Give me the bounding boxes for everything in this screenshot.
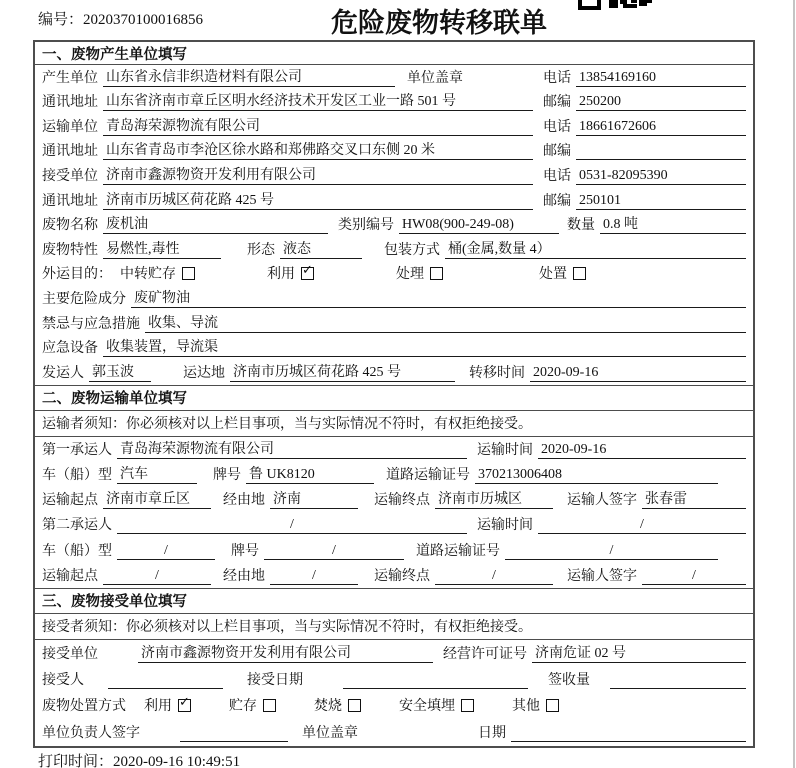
phone1-label: 电话 xyxy=(543,70,571,86)
acceptor-label: 接受人 xyxy=(42,673,84,689)
section-transport xyxy=(35,385,753,588)
permit-label: 经营许可证号 xyxy=(443,647,527,663)
receive-unit-label: 接受单位 xyxy=(42,647,98,663)
row-shipper xyxy=(35,360,753,385)
disposal-option-incinerate xyxy=(314,695,361,715)
equipment-label: 应急设备 xyxy=(42,341,98,357)
purpose-label: 外运目的： xyxy=(42,267,112,283)
date-value xyxy=(511,727,746,742)
zip2-value xyxy=(576,145,746,160)
row-taboo-measures xyxy=(35,311,753,336)
end2-value: / xyxy=(435,568,553,585)
row-producer xyxy=(35,65,753,90)
producer-label: 产生单位 xyxy=(42,70,98,86)
row-emergency-equipment xyxy=(35,336,753,361)
row-route-1 xyxy=(35,487,753,512)
shipper-label: 发运人 xyxy=(42,365,84,381)
carrier2-label: 第二承运人 xyxy=(42,518,112,534)
vehicle1-value: 汽车 xyxy=(117,463,197,484)
license2-label: 道路运输证号 xyxy=(416,543,500,559)
checkbox-disposal-landfill xyxy=(461,699,474,712)
receive-unit-value: 济南市鑫源物资开发利用有限公司 xyxy=(138,642,433,663)
row-receive-unit xyxy=(35,640,753,666)
form-value: 液态 xyxy=(280,238,362,259)
via2-label: 经由地 xyxy=(223,568,265,584)
row-waste-name xyxy=(35,213,753,238)
address3-label: 通讯地址 xyxy=(42,193,98,209)
sign1-label: 运输人签字 xyxy=(567,493,637,509)
zip3-label: 邮编 xyxy=(543,193,571,209)
via2-value: / xyxy=(270,568,358,585)
head-sign-value xyxy=(180,727,288,742)
section-2-heading: 二、废物运输单位填写 xyxy=(35,386,753,411)
print-time-label: 打印时间： xyxy=(38,754,114,768)
time1-value: 2020-09-16 xyxy=(538,442,746,459)
purpose-option-dispose xyxy=(539,263,586,283)
disposal-option-landfill xyxy=(399,695,474,715)
category-value: HW08(900-249-08) xyxy=(399,217,559,234)
row-transporter xyxy=(35,114,753,139)
section-3-heading: 三、废物接受单位填写 xyxy=(35,589,753,614)
end2-label: 运输终点 xyxy=(374,568,430,584)
section-receive xyxy=(35,588,753,745)
date-label: 日期 xyxy=(478,725,506,741)
checkbox-disposal-other xyxy=(546,699,559,712)
carrier1-value: 青岛海荣源物流有限公司 xyxy=(117,438,467,459)
origin1-value: 济南市章丘区 xyxy=(103,488,211,509)
shipper-value: 郭玉波 xyxy=(89,361,151,382)
sign1-value: 张春雷 xyxy=(642,488,746,509)
equipment-value: 收集装置，导流渠 xyxy=(103,336,746,357)
origin1-label: 运输起点 xyxy=(42,493,98,509)
origin2-label: 运输起点 xyxy=(42,568,98,584)
doc-number-value: 2020370100016856 xyxy=(83,12,204,28)
row-transporter-address xyxy=(35,139,753,164)
purpose-option-label: 利用 xyxy=(267,267,295,283)
transport-notice: 运输者须知：你必须核对以上栏目事项，当与实际情况不符时，有权拒绝接受。 xyxy=(35,411,753,437)
row-hazard-component xyxy=(35,286,753,311)
disposal-option-label: 贮存 xyxy=(229,699,257,715)
row-vehicle-1 xyxy=(35,462,753,487)
transfer-date-label: 转移时间 xyxy=(469,365,525,381)
via1-value: 济南 xyxy=(270,488,358,509)
transporter-label: 运输单位 xyxy=(42,119,98,135)
disposal-label: 废物处置方式 xyxy=(42,699,126,715)
permit-value: 济南危证 02 号 xyxy=(532,642,746,663)
phone3-label: 电话 xyxy=(543,168,571,184)
vehicle1-label: 车（船）型 xyxy=(42,468,112,484)
packaging-label: 包装方式 xyxy=(384,242,440,258)
print-time-value: 2020-09-16 10:49:51 xyxy=(113,754,241,768)
row-second-carrier xyxy=(35,512,753,537)
receiver-value: 济南市鑫源物资开发利用有限公司 xyxy=(103,164,533,185)
checkbox-transfer-storage xyxy=(182,267,195,280)
category-label: 类别编号 xyxy=(338,218,394,234)
taboo-value: 收集、导流 xyxy=(145,312,746,333)
waste-name-label: 废物名称 xyxy=(42,218,98,234)
quantity-label: 数量 xyxy=(567,218,595,234)
address1-label: 通讯地址 xyxy=(42,95,98,111)
purpose-option-label: 中转贮存 xyxy=(120,267,176,283)
waste-name-value: 废机油 xyxy=(103,213,328,234)
destination-label: 运达地 xyxy=(183,365,225,381)
hazard-value: 废矿物油 xyxy=(131,287,746,308)
phone2-value: 18661672606 xyxy=(576,119,746,136)
scan-edge-artifact xyxy=(793,0,795,768)
checkbox-utilize xyxy=(301,267,314,280)
purpose-option-treat xyxy=(396,263,443,283)
destination-value: 济南市历城区荷花路 425 号 xyxy=(230,361,455,382)
packaging-value: 桶(金属,数量 4） xyxy=(445,238,746,259)
row-acceptor xyxy=(35,666,753,692)
row-waste-property xyxy=(35,237,753,262)
row-head-signature xyxy=(35,718,753,744)
quantity-value: 0.8 吨 xyxy=(600,213,746,234)
receiver-label: 接受单位 xyxy=(42,168,98,184)
license1-value: 370213006408 xyxy=(475,467,718,484)
vehicle2-label: 车（船）型 xyxy=(42,543,112,559)
receive-notice: 接受者须知：你必须核对以上栏目事项，当与实际情况不符时，有权拒绝接受。 xyxy=(35,614,753,640)
form-table xyxy=(33,40,755,748)
time2-value: / xyxy=(538,517,746,534)
qr-code-fragment xyxy=(578,0,652,10)
plate2-value: / xyxy=(264,543,404,560)
vehicle2-value: / xyxy=(117,543,215,560)
row-producer-address xyxy=(35,90,753,115)
received-qty-value xyxy=(610,674,746,689)
purpose-option-label: 处置 xyxy=(539,267,567,283)
sign2-label: 运输人签字 xyxy=(567,568,637,584)
zip1-value: 250200 xyxy=(576,94,746,111)
purpose-option-utilize xyxy=(267,263,314,283)
time1-label: 运输时间 xyxy=(477,442,533,458)
unit-seal-label: 单位盖章 xyxy=(407,70,463,86)
checkbox-dispose xyxy=(573,267,586,280)
row-vehicle-2 xyxy=(35,537,753,562)
row-route-2 xyxy=(35,563,753,588)
row-disposal-method xyxy=(35,692,753,718)
row-receiver-address xyxy=(35,188,753,213)
head-sign-label: 单位负责人签字 xyxy=(42,725,140,741)
disposal-option-label: 利用 xyxy=(144,699,172,715)
zip3-value: 250101 xyxy=(576,193,746,210)
doc-number xyxy=(38,8,203,29)
purpose-option-transfer-storage xyxy=(120,263,195,283)
phone3-value: 0531-82095390 xyxy=(576,168,746,185)
address2-value: 山东省青岛市李沧区徐水路和郑佛路交叉口东侧 20 米 xyxy=(103,139,533,160)
purpose-option-label: 处理 xyxy=(396,267,424,283)
plate2-label: 牌号 xyxy=(231,543,259,559)
license1-label: 道路运输证号 xyxy=(386,468,470,484)
row-purpose xyxy=(35,262,753,287)
row-first-carrier xyxy=(35,437,753,462)
form-label: 形态 xyxy=(247,242,275,258)
disposal-option-utilize xyxy=(144,695,191,715)
end1-value: 济南市历城区 xyxy=(435,488,553,509)
via1-label: 经由地 xyxy=(223,493,265,509)
receive-seal-label: 单位盖章 xyxy=(302,725,358,741)
phone2-label: 电话 xyxy=(543,119,571,135)
checkbox-disposal-store xyxy=(263,699,276,712)
accept-date-label: 接受日期 xyxy=(247,673,303,689)
disposal-option-other xyxy=(512,695,559,715)
carrier1-label: 第一承运人 xyxy=(42,442,112,458)
section-producer xyxy=(35,42,753,385)
plate1-value: 鲁 UK8120 xyxy=(246,463,374,484)
origin2-value: / xyxy=(103,568,211,585)
doc-number-label: 编号： xyxy=(38,12,84,28)
plate1-label: 牌号 xyxy=(213,468,241,484)
license2-value: / xyxy=(505,543,718,560)
received-qty-label: 签收量 xyxy=(548,673,590,689)
disposal-option-store xyxy=(229,695,276,715)
property-value: 易燃性,毒性 xyxy=(103,238,221,259)
checkbox-treat xyxy=(430,267,443,280)
disposal-option-label: 安全填埋 xyxy=(399,699,455,715)
time2-label: 运输时间 xyxy=(477,518,533,534)
disposal-option-label: 焚烧 xyxy=(314,699,342,715)
print-time xyxy=(38,750,240,768)
hazard-label: 主要危险成分 xyxy=(42,291,126,307)
address2-label: 通讯地址 xyxy=(42,144,98,160)
acceptor-value xyxy=(108,674,223,689)
sign2-value: / xyxy=(642,568,746,585)
zip1-label: 邮编 xyxy=(543,95,571,111)
address3-value: 济南市历城区荷花路 425 号 xyxy=(103,189,533,210)
property-label: 废物特性 xyxy=(42,242,98,258)
transfer-date-value: 2020-09-16 xyxy=(530,365,746,382)
producer-value: 山东省永信非织造材料有限公司 xyxy=(103,66,395,87)
transporter-value: 青岛海荣源物流有限公司 xyxy=(103,115,533,136)
disposal-option-label: 其他 xyxy=(512,699,540,715)
taboo-label: 禁忌与应急措施 xyxy=(42,316,140,332)
checkbox-disposal-incinerate xyxy=(348,699,361,712)
phone1-value: 13854169160 xyxy=(576,70,746,87)
row-receiver xyxy=(35,163,753,188)
address1-value: 山东省济南市章丘区明水经济技术开发区工业一路 501 号 xyxy=(103,90,533,111)
accept-date-value xyxy=(343,674,528,689)
carrier2-value: / xyxy=(117,517,467,534)
page-title: 危险废物转移联单 xyxy=(331,8,547,38)
checkbox-disposal-utilize xyxy=(178,699,191,712)
zip2-label: 邮编 xyxy=(543,144,571,160)
section-1-heading: 一、废物产生单位填写 xyxy=(35,42,753,65)
end1-label: 运输终点 xyxy=(374,493,430,509)
